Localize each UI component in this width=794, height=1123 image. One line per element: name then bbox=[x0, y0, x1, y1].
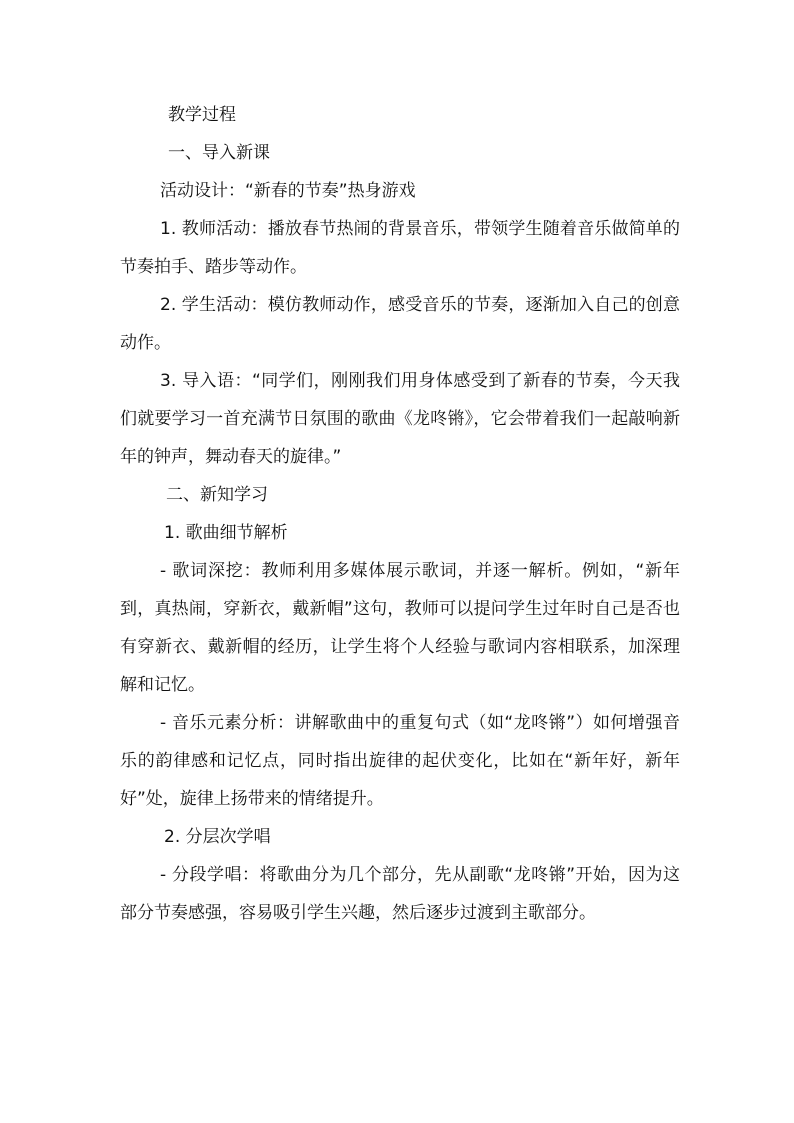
subsection-title-song-analysis: 1. 歌曲细节解析 bbox=[164, 523, 288, 543]
paragraph-music-analysis: - 音乐元素分析：讲解歌曲中的重复句式（如“龙咚锵”）如何增强音乐的韵律感和记忆点，同时指出旋律的起伏变化，比如在“新年好，新年好”处，旋律上扬带来的情绪提升。 bbox=[120, 713, 680, 809]
document-body bbox=[120, 96, 680, 932]
section-title-intro: 一、导入新课 bbox=[168, 143, 270, 163]
subsection-title-layered-singing: 2. 分层次学唱 bbox=[164, 827, 271, 847]
paragraph-student-activity: 2. 学生活动：模仿教师动作，感受音乐的节奏，逐渐加入自己的创意动作。 bbox=[120, 295, 680, 353]
paragraph-lyrics-analysis: - 歌词深挖：教师利用多媒体展示歌词，并逐一解析。例如，“新年到，真热闹，穿新衣，戴新帽”这句，教师可以提问学生过年时自己是否也有穿新衣、戴新帽的经历，让学生将个人经验与歌词内容相联系，加深理解和记忆。 bbox=[120, 561, 680, 695]
paragraph-teacher-activity: 1. 教师活动：播放春节热闹的背景音乐，带领学生随着音乐做简单的节奏拍手、踏步等动作。 bbox=[120, 219, 680, 277]
activity-design-line: 活动设计：“新春的节奏”热身游戏 bbox=[160, 181, 416, 201]
section-title-new-knowledge: 二、新知学习 bbox=[166, 485, 268, 505]
page-heading: 教学过程 bbox=[168, 105, 236, 125]
paragraph-segment-learning: - 分段学唱：将歌曲分为几个部分，先从副歌“龙咚锵”开始，因为这部分节奏感强，容易吸引学生兴趣，然后逐步过渡到主歌部分。 bbox=[120, 865, 680, 923]
paragraph-intro-speech: 3. 导入语：“同学们，刚刚我们用身体感受到了新春的节奏，今天我们就要学习一首充满节日氛围的歌曲《龙咚锵》，它会带着我们一起敲响新年的钟声，舞动春天的旋律。” bbox=[120, 371, 680, 467]
